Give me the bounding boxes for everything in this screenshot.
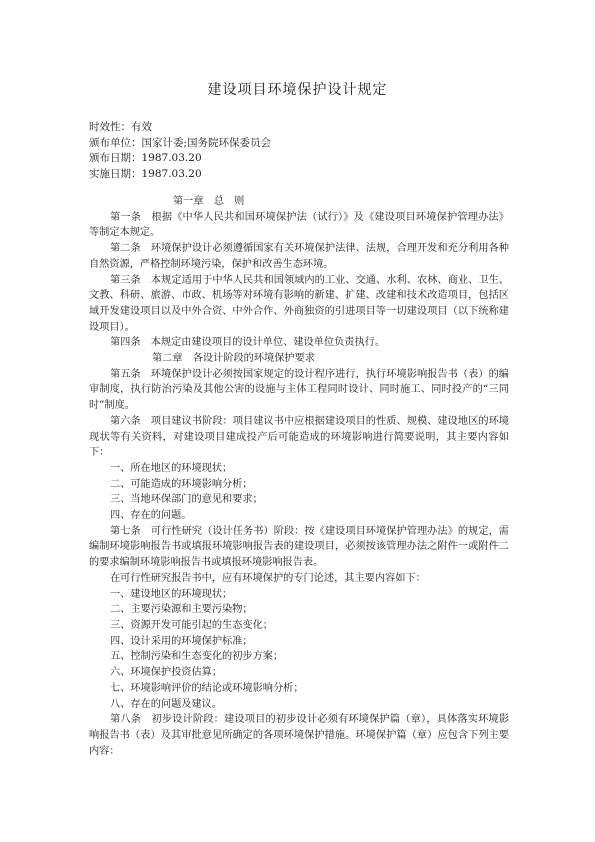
list-item: 八、存在的问题及建议。 <box>110 698 223 710</box>
list-item: 四、设计采用的环境保护标准； <box>110 635 253 647</box>
document-metadata <box>89 120 271 182</box>
meta-issuer: 颁布单位：国家计委;国务院环保委员会 <box>89 136 272 149</box>
article-paragraph: 第八条 初步设计阶段：建设项目的初步设计必须有环境保护篇（章），具体落实环境影响报告书（表）及其审批意见所确定的各项环境保护措施。环境保护篇（章）应包含下列主要内容： <box>89 714 509 757</box>
list-item: 五、控制污染和生态变化的初步方案； <box>110 651 284 663</box>
meta-validity: 时效性：有效 <box>89 121 152 133</box>
list-item: 四、存在的问题。 <box>110 510 192 522</box>
list-item: 一、建设地区的环境现状； <box>110 588 233 600</box>
list-item: 二、主要污染源和主要污染物； <box>110 604 253 616</box>
list-item: 三、当地环保部门的意见和要求； <box>110 494 263 506</box>
list-item: 一、所在地区的环境现状； <box>110 462 233 474</box>
article-paragraph: 在可行性研究报告书中，应有环境保护的专门论述，其主要内容如下： <box>110 572 426 584</box>
list-item: 二、可能造成的环境影响分析； <box>110 478 253 490</box>
article-paragraph: 第七条 可行性研究（设计任务书）阶段：按《建设项目环境保护管理办法》的规定，需编制环境影响报告书或填报环境影响报告表的建设项目，必须按该管理办法之附件一或附件二的要求编制环境影响报告书或填报环境影响报告表。 <box>89 525 509 569</box>
list-item: 七、环境影响评价的结论或环境影响分析； <box>110 682 304 694</box>
chapter-heading: 第一章 总 则 <box>173 196 245 207</box>
article-paragraph: 第六条 项目建议书阶段：项目建议书中应根据建设项目的性质、规模、建设地区的环境现状等有关资料，对建设项目建成投产后可能造成的环境影响进行简要说明，其主要内容如下： <box>89 415 509 459</box>
article-paragraph: 第二条 环境保护设计必须遵循国家有关环境保护法律、法规，合理开发和充分利用各种自然资源，严格控制环境污染，保护和改善生态环境。 <box>89 243 509 270</box>
article-paragraph: 第四条 本规定由建设项目的设计单位、建设单位负责执行。 <box>110 337 386 349</box>
meta-effective-date: 实施日期：1987.03.20 <box>89 167 202 180</box>
meta-issue-date: 颁布日期：1987.03.20 <box>89 152 202 164</box>
document-title: 建设项目环境保护设计规定 <box>207 82 388 98</box>
article-paragraph: 第一条 根据《中华人民共和国环境保护法（试行）》及《建设项目环境保护管理办法》等制定本规定。 <box>89 211 509 239</box>
chapter-heading: 第二章 各设计阶段的环境保护要求 <box>152 353 315 365</box>
article-paragraph: 第五条 环境保护设计必须按国家规定的设计程序进行，执行环境影响报告书（表）的编审制度，执行防治污染及其他公害的设施与主体工程同时设计、同时施工、同时投产的“三同时”制度。 <box>89 368 509 412</box>
document-body <box>89 194 509 759</box>
list-item: 六、环境保护投资估算； <box>110 667 223 679</box>
article-paragraph: 第三条 本规定适用于中华人民共和国领域内的工业、交通、水利、农林、商业、卫生、文教、科研、旅游、市政、机场等对环境有影响的新建、扩建、改建和技术改造项目，包括区域开发建设项目以及中外合资、中外合作、外商独资的引进项目等一切建设项目（以下统称建设项目）。 <box>89 274 509 333</box>
list-item: 三、资源开发可能引起的生态变化； <box>110 619 273 631</box>
